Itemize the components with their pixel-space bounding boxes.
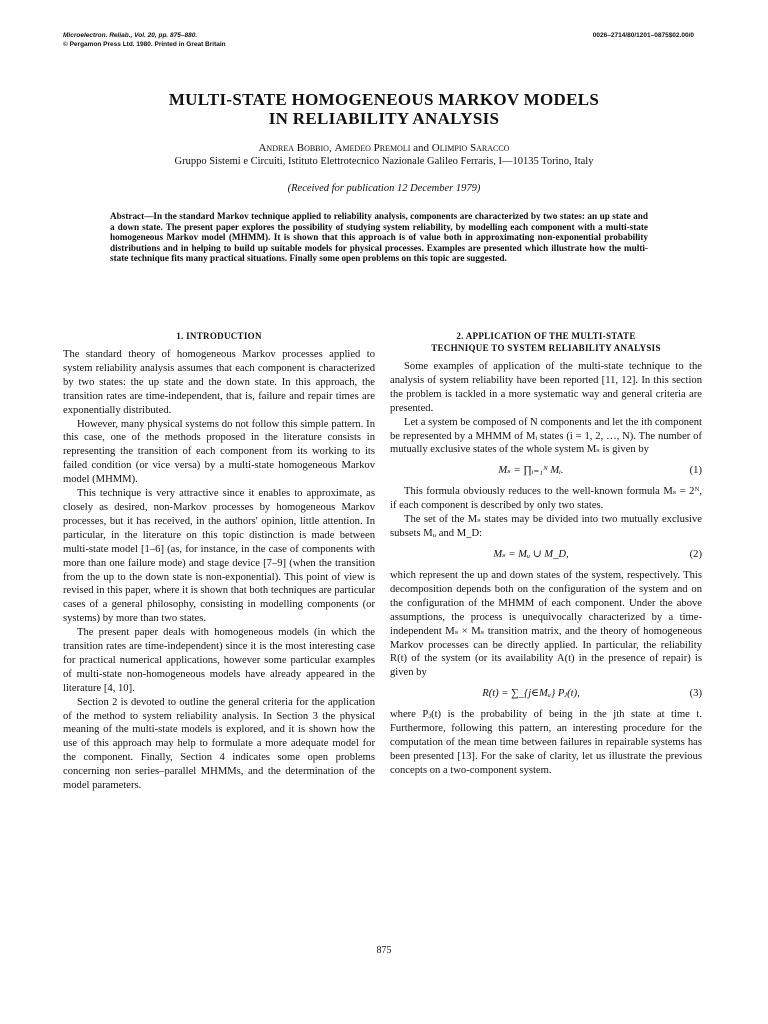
equation-expression: Mₛ = ∏ᵢ₌₁ᴺ Mᵢ. xyxy=(498,465,564,477)
paper-title xyxy=(0,90,768,128)
author-3: Olimpio Saracco xyxy=(431,142,510,154)
abstract: Abstract—In the standard Markov technique applied to reliability analysis, components are characterized by two states: an up state and a down state. The present paper explores the possibility of studying system reliability, by modelling each component with a multi-state homogeneous Markov model (MHMM). It is shown that this approach is of value both in approximating non-exponential probability distributions and in helping to build up suitable models for physical processes. Examples are presented which illustrate how the multi-state technique fits many practical situations. Finally some open problems on this topic are suggested. xyxy=(110,211,648,264)
equation-number: (3) xyxy=(689,688,702,700)
equation-1 xyxy=(390,457,702,485)
equation-number: (2) xyxy=(689,549,702,561)
paragraph: The set of the Mₛ states may be divided into two mutually exclusive subsets Mᵤ and M_D: xyxy=(390,514,702,540)
section-heading-introduction: 1. INTRODUCTION xyxy=(176,331,262,341)
journal-line: Microelectron. Reliab., Vol. 20, pp. 875–880. xyxy=(63,32,198,39)
equation-expression: R(t) = ∑_{j∈Mᵤ} Pⱼ(t), xyxy=(482,688,580,700)
paragraph: Let a system be composed of N components and let the ith component be represented by a MHMM of Mᵢ states (i = 1, 2, …, N). The number of mutually exclusive states of the whole system Mₛ is given by xyxy=(390,416,702,456)
paragraph: which represent the up and down states of the system, respectively. This decomposition depends both on the configuration of the system and on the configuration of the MHMM of each component. Under the above assumptions, the process is unequivocally characterized by a time-independent Mₛ × Mₛ transition matrix, and the theory of homogeneous Markov processes can be directly applied. In particular, the reliability R(t) of the system (or its availability A(t) in the presence of repair) is given by xyxy=(390,569,702,679)
title-line-1: MULTI-STATE HOMOGENEOUS MARKOV MODELS xyxy=(168,90,600,109)
left-column xyxy=(63,330,375,793)
article-code: 0026–2714/80/1201–0875$02.00/0 xyxy=(592,32,694,39)
equation-number: (1) xyxy=(689,465,702,477)
received-date: (Received for publication 12 December 1979) xyxy=(287,183,481,194)
equation-expression: Mₛ = Mᵤ ∪ M_D, xyxy=(493,549,569,561)
section-heading-line-1: 2. APPLICATION OF THE MULTI-STATE xyxy=(456,331,636,341)
paragraph: The standard theory of homogeneous Markov processes applied to system reliability analysis assumes that each component is characterized by two states: the up state and the down state. In this approach, the transition rates are time-independent, that is, failure and repair times are exponentially distributed. xyxy=(63,349,375,416)
paragraph: The present paper deals with homogeneous models (in which the transition rates are time-independent) since it is the most interesting case for practical numerical applications, however some particular examples of multi-state non-homogeneous models have already appeared in the literature [4, 10]. xyxy=(63,627,375,694)
equation-2 xyxy=(390,541,702,569)
author-conjunction: and xyxy=(413,142,430,154)
journal-citation xyxy=(63,31,226,49)
section-heading-line-2: TECHNIQUE TO SYSTEM RELIABILITY ANALYSIS xyxy=(431,343,661,353)
right-column xyxy=(390,330,702,778)
author-2: Amedeo Premoli xyxy=(334,142,411,154)
paragraph: where Pⱼ(t) is the probability of being in the jth state at time t. Furthermore, following this pattern, an interesting procedure for the computation of the mean time between failures in repairable systems has been presented [13]. For the sake of clarity, let us illustrate the previous concepts on a two-component system. xyxy=(390,709,702,776)
paragraph: This technique is very attractive since it enables to approximate, as closely as desired, non-Markov processes by homogeneous Markov processes, but it has received, in the authors' opinion, little attention. In particular, in the literature on this topic distinction is made between multi-state model [1–6] (as, for instance, in the case of components with more than one failure mode) and stage device [7–9] (when the transition from the up to the down state is non-exponential). This point of view is revised in this paper, where it is shown that both techniques are particular cases of a general philosophy, consisting in modelling components (or systems) by more than two states. xyxy=(63,488,375,625)
paragraph: This formula obviously reduces to the well-known formula Mₛ = 2ᴺ, if each component is described by only two states. xyxy=(390,486,702,512)
title-line-2: IN RELIABILITY ANALYSIS xyxy=(268,109,500,128)
publisher-line: © Pergamon Press Ltd. 1980. Printed in Great Britain xyxy=(63,41,226,48)
paragraph: However, many physical systems do not follow this simple pattern. In this case, one of the methods proposed in the literature consists in representing the transition of each component from its working to its failed condition (or vice versa) by a multi-state homogeneous Markov model (MHMM). xyxy=(63,418,375,486)
page-number: 875 xyxy=(376,945,392,956)
author-1: Andrea Bobbio xyxy=(258,142,329,154)
section-heading-application xyxy=(390,330,702,354)
equation-3 xyxy=(390,680,702,708)
paragraph: Section 2 is devoted to outline the general criteria for the application of the method to system reliability analysis. In Section 3 the physical meaning of the multi-state models is explored, and it is shown how the use of this approach may help to formulate a more adequate model for the component. Finally, Section 4 indicates some open problems concerning non series–parallel MHMMs, and the determination of the model parameters. xyxy=(63,696,375,792)
author-list: Andrea Bobbio, Amedeo Premoli and Olimpio Saracco xyxy=(258,142,510,154)
paragraph: Some examples of application of the multi-state technique to the analysis of system reliability have been reported [11, 12]. In this section the problem is tackled in a more systematic way and general criteria are presented. xyxy=(390,361,702,414)
affiliation: Gruppo Sistemi e Circuiti, Istituto Elettrotecnico Nazionale Galileo Ferraris, I—10135 Torino, Italy xyxy=(174,156,594,167)
